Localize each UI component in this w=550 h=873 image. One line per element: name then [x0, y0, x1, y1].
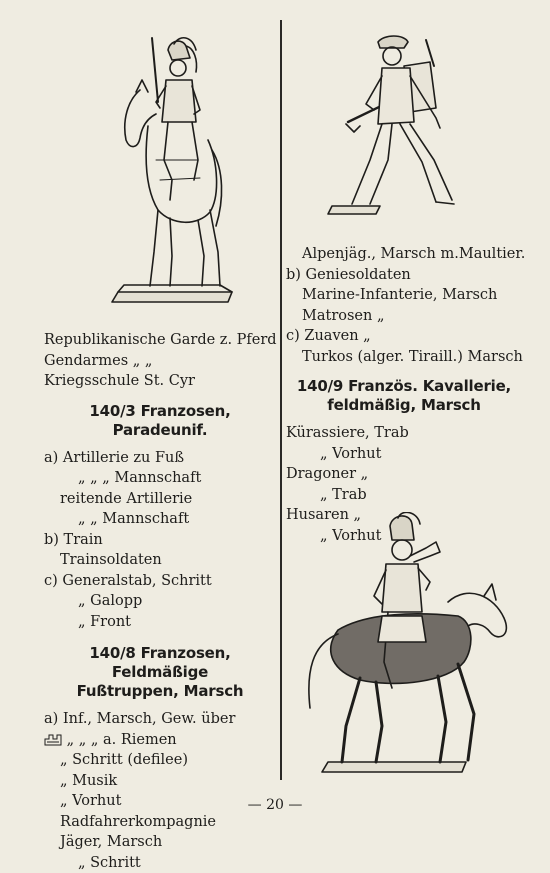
section-heading-140-3: 140/3 Franzosen, Paradeunif. [44, 402, 276, 440]
entry-1408-line-8: „ Schritt [44, 853, 276, 873]
entry-1403-line-7: c) Generalstab, Schritt [44, 571, 276, 592]
entry-1408-line-4: „ Musik [44, 771, 276, 792]
entry-1409-line-2: „ Vorhut [286, 444, 522, 465]
entry-1403-line-4: „ „ Mannschaft [44, 509, 276, 530]
entry-1408-line-7: Jäger, Marsch [44, 832, 276, 853]
entry-1408-line-5: „ Vorhut [44, 791, 276, 812]
section-heading-140-8 [44, 644, 276, 701]
entry-turkos: Turkos (alger. Tiraill.) Marsch [286, 347, 522, 368]
entry-1408-line-2: „ „ „ a. Riemen [67, 732, 177, 748]
section-heading-140-9-line-2: feldmäßig, Marsch [286, 396, 522, 415]
entry-engineers: b) Geniesoldaten [286, 265, 522, 286]
entry-gendarmes: Gendarmes „ „ [44, 351, 276, 372]
mounted-trumpeter-illustration [298, 512, 520, 782]
entry-1403-line-6: Trainsoldaten [44, 550, 276, 571]
entry-1403-line-9: „ Front [44, 612, 276, 633]
section-heading-140-8-line-2: Fußtruppen, Marsch [44, 682, 276, 701]
entry-marine-infantry: Marine-Infanterie, Marsch [286, 285, 522, 306]
entry-1408-line-3: „ Schritt (defilee) [44, 750, 276, 771]
section-heading-140-9-line-1: 140/9 Französ. Kavallerie, [286, 377, 522, 396]
entry-1403-line-5: b) Train [44, 530, 276, 551]
entry-zouaves: c) Zuaven „ [286, 326, 522, 347]
printer-mark-icon [44, 733, 62, 746]
entry-cyr-academy: Kriegsschule St. Cyr [44, 371, 276, 392]
entry-1408-line-1: a) Inf., Marsch, Gew. über [44, 709, 276, 730]
entry-1409-line-3: Dragoner „ [286, 464, 522, 485]
entry-1403-line-8: „ Galopp [44, 591, 276, 612]
entry-1408-line-2-row [44, 730, 276, 751]
page-number: — 20 — [0, 797, 550, 813]
section-heading-140-8-line-1: 140/8 Franzosen, Feldmäßige [44, 644, 276, 682]
entry-1409-line-5: Husaren „ [286, 505, 522, 526]
entry-1403-line-2: „ „ „ Mannschaft [44, 468, 276, 489]
left-column [44, 330, 276, 873]
right-column [286, 244, 522, 546]
entry-1403-line-3: reitende Artillerie [44, 489, 276, 510]
entry-republican-guard: Republikanische Garde z. Pferd [44, 330, 276, 351]
entry-1403-line-1: a) Artillerie zu Fuß [44, 448, 276, 469]
entry-1409-line-1: Kürassiere, Trab [286, 423, 522, 444]
entry-alpine-hunters: Alpenjäg., Marsch m.Maultier. [286, 244, 522, 265]
entry-1409-line-6: „ Vorhut [286, 526, 522, 547]
column-divider [280, 20, 282, 780]
mounted-guard-illustration [100, 30, 248, 315]
section-heading-140-9 [286, 377, 522, 415]
entry-sailors: Matrosen „ [286, 306, 522, 327]
marching-soldier-illustration [318, 32, 468, 227]
entry-1409-line-4: „ Trab [286, 485, 522, 506]
entry-1408-line-6: Radfahrerkompagnie [44, 812, 276, 833]
